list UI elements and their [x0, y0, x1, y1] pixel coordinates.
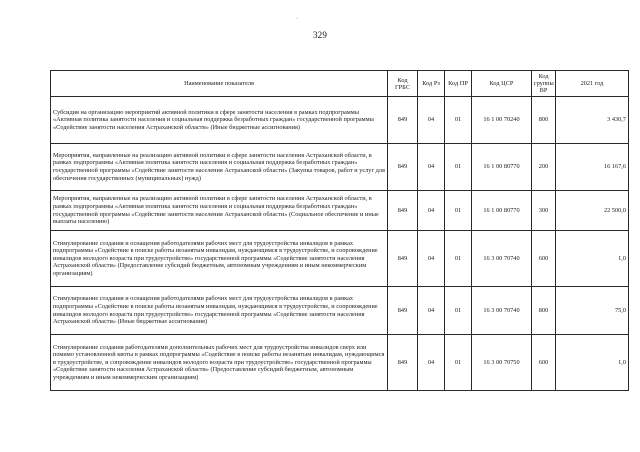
row-csr: 16 1 00 80770 [472, 144, 532, 191]
row-pr: 01 [445, 144, 472, 191]
page-number: 329 [312, 30, 328, 40]
table-header-row [51, 71, 629, 97]
row-name: Стимулирование создания и оснащения работодателями рабочих мест для трудоустройства инвалидов в рамках подпрограммы «Содействие в поиске работы незанятым инвалидам, нуждающимся в трудоустройстве, и сопровождение инвалидов молодого возраста при трудоустройстве» государственной программы «Содействие занятости населения Астраханской области» (Иные бюджетные ассигнования) [51, 287, 388, 335]
table-row [51, 144, 629, 191]
table-row [51, 97, 629, 144]
row-csr: 16 3 00 70750 [472, 335, 532, 391]
header-csr: Код ЦСР [472, 71, 532, 97]
table-row [51, 287, 629, 335]
row-amount: 16 167,6 [556, 144, 629, 191]
row-pr: 01 [445, 97, 472, 144]
header-grbs: Код ГРБС [388, 71, 418, 97]
row-vr: 300 [532, 191, 556, 231]
row-amount: 75,0 [556, 287, 629, 335]
header-name: Наименование показателя [51, 71, 388, 97]
header-vr: Код группы ВР [532, 71, 556, 97]
row-pr: 01 [445, 335, 472, 391]
table-row [51, 231, 629, 287]
row-name: Мероприятия, направленные на реализацию активной политики в сфере занятости населения Астраханской области, в рамках подпрограммы «Активная политика занятости населения и социальная поддержка безработных граждан» государственной программы «Содействие занятости населения Астраханской области» (Социальное обеспечение и иные выплаты населению) [51, 191, 388, 231]
header-year: 2021 год [556, 71, 629, 97]
row-rz: 04 [418, 231, 445, 287]
table-row [51, 335, 629, 391]
row-csr: 16 3 00 70740 [472, 231, 532, 287]
row-pr: 01 [445, 191, 472, 231]
row-grbs: 849 [388, 287, 418, 335]
header-rz: Код Рз [418, 71, 445, 97]
row-vr: 200 [532, 144, 556, 191]
row-grbs: 849 [388, 191, 418, 231]
row-csr: 16 1 00 70240 [472, 97, 532, 144]
row-pr: 01 [445, 287, 472, 335]
row-name: Мероприятия, направленные на реализацию активной политики в сфере занятости населения Астраханской области, в рамках подпрограммы «Активная политика занятости населения и социальная поддержка безработных граждан» государственной программы «Содействие занятости населения Астраханской области» (Закупка товаров, работ и услуг для обеспечения государственных (муниципальных) нужд) [51, 144, 388, 191]
row-grbs: 849 [388, 144, 418, 191]
row-name: Стимулирование создания работодателями дополнительных рабочих мест для трудоустройства инвалидов сверх или помимо установленной квоты в рамках подпрограммы «Содействие в поиске работы незанятым инвалидам, нуждающимся в трудоустройстве, и сопровождение инвалидов молодого возраста при трудоустройстве» государственной программы «Содействие занятости населения Астраханской области» (Предоставление субсидий бюджетным, автономным учреждениям и иным некоммерческим организациям) [51, 335, 388, 391]
scan-mark: · [296, 16, 298, 22]
row-rz: 04 [418, 144, 445, 191]
row-rz: 04 [418, 287, 445, 335]
row-vr: 600 [532, 335, 556, 391]
row-csr: 16 3 00 70740 [472, 287, 532, 335]
row-grbs: 849 [388, 231, 418, 287]
budget-table [50, 70, 629, 391]
row-grbs: 849 [388, 97, 418, 144]
row-name: Стимулирование создания и оснащения работодателями рабочих мест для трудоустройства инвалидов в рамках подпрограммы «Содействие в поиске работы незанятым инвалидам, нуждающимся в трудоустройстве, и сопровождение инвалидов молодого возраста при трудоустройстве» государственной программы «Содействие занятости населения Астраханской области» (Предоставление субсидий бюджетным, автономным учреждениям и иным некоммерческим организациям) [51, 231, 388, 287]
row-amount: 1,0 [556, 231, 629, 287]
row-vr: 600 [532, 231, 556, 287]
row-vr: 800 [532, 287, 556, 335]
table-row [51, 191, 629, 231]
header-pr: Код ПР [445, 71, 472, 97]
row-pr: 01 [445, 231, 472, 287]
row-csr: 16 1 00 80770 [472, 191, 532, 231]
row-grbs: 849 [388, 335, 418, 391]
row-name: Субсидия на организацию мероприятий активной политики в сфере занятости населения в рамках подпрограммы «Активная политика занятости населения и социальная поддержка безработных граждан» государственной программы «Содействие занятости населения Астраханской области» (Иные бюджетные ассигнования) [51, 97, 388, 144]
row-rz: 04 [418, 335, 445, 391]
row-rz: 04 [418, 97, 445, 144]
row-amount: 1,0 [556, 335, 629, 391]
row-rz: 04 [418, 191, 445, 231]
row-vr: 800 [532, 97, 556, 144]
row-amount: 3 430,7 [556, 97, 629, 144]
row-amount: 22 500,0 [556, 191, 629, 231]
